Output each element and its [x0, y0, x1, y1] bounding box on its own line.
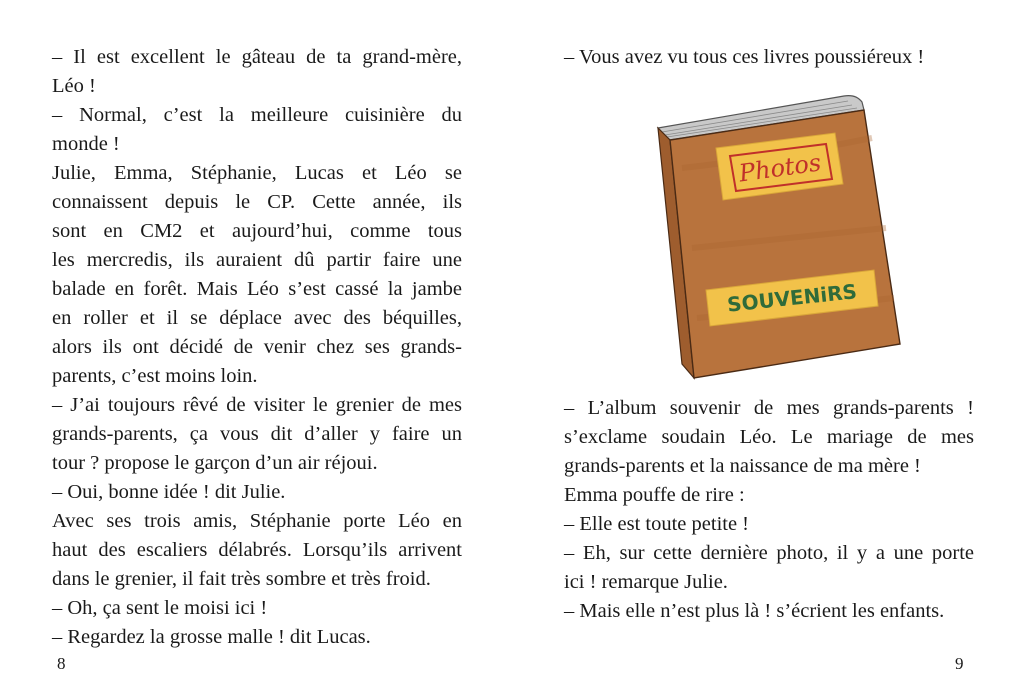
text-line: s’exclame soudain Léo. Le mariage de mes [564, 426, 974, 448]
text-line: connaissent depuis le CP. Cette année, ils [52, 191, 462, 213]
text-line: Emma pouffe de rire : [564, 484, 745, 506]
right-page [512, 0, 1024, 683]
text-line: – Regardez la grosse malle ! dit Lucas. [52, 626, 371, 648]
left-page-text [52, 43, 462, 652]
text-line: dans le grenier, il fait très sombre et très froid. [52, 568, 431, 590]
text-line: – Elle est toute petite ! [564, 513, 750, 535]
page-number-right: 9 [955, 654, 964, 673]
text-line: monde ! [52, 133, 120, 155]
souvenirs-label-text: SOUVENiRS [726, 279, 858, 317]
text-line: alors ils ont décidé de venir chez ses grands- [52, 336, 462, 358]
text-line: ici ! remarque Julie. [564, 571, 728, 593]
text-line: tour ? propose le garçon d’un air réjoui. [52, 452, 378, 474]
text-line: – Eh, sur cette dernière photo, il y a une porte [564, 542, 974, 564]
text-line: haut des escaliers délabrés. Lorsqu’ils arrivent [52, 539, 462, 561]
text-line: grands-parents, ça vous dit d’aller y faire un [52, 423, 462, 445]
right-page-text [564, 394, 974, 626]
text-line: Avec ses trois amis, Stéphanie porte Léo en [52, 510, 462, 532]
text-line: – Normal, c’est la meilleure cuisinière du [52, 104, 462, 126]
text-line: – Vous avez vu tous ces livres poussiéreux ! [564, 46, 925, 68]
text-line: les mercredis, ils auraient dû partir faire une [52, 249, 462, 271]
text-line: – Mais elle n’est plus là ! s’écrient les enfants. [564, 600, 945, 622]
text-line: – L’album souvenir de mes grands-parents ! [564, 397, 974, 419]
photo-album-illustration [652, 88, 902, 388]
right-page-top-text [564, 43, 974, 72]
text-line: Julie, Emma, Stéphanie, Lucas et Léo se [52, 162, 462, 184]
text-line: – Oui, bonne idée ! dit Julie. [52, 481, 286, 503]
text-line: en roller et il se déplace avec des béquilles, [52, 307, 462, 329]
photos-label-text: Photos [737, 148, 823, 188]
text-line: sont en CM2 et aujourd’hui, comme tous [52, 220, 462, 242]
text-line: parents, c’est moins loin. [52, 365, 258, 387]
page-number-left: 8 [57, 654, 66, 673]
text-line: balade en forêt. Mais Léo s’est cassé la jambe [52, 278, 462, 300]
photo-album-drawing [652, 88, 902, 388]
text-line: – Oh, ça sent le moisi ici ! [52, 597, 268, 619]
text-line: Léo ! [52, 75, 96, 97]
text-line: grands-parents et la naissance de ma mère ! [564, 455, 921, 477]
text-line: – Il est excellent le gâteau de ta grand-mère, [52, 46, 462, 68]
text-line: – J’ai toujours rêvé de visiter le grenier de mes [52, 394, 462, 416]
